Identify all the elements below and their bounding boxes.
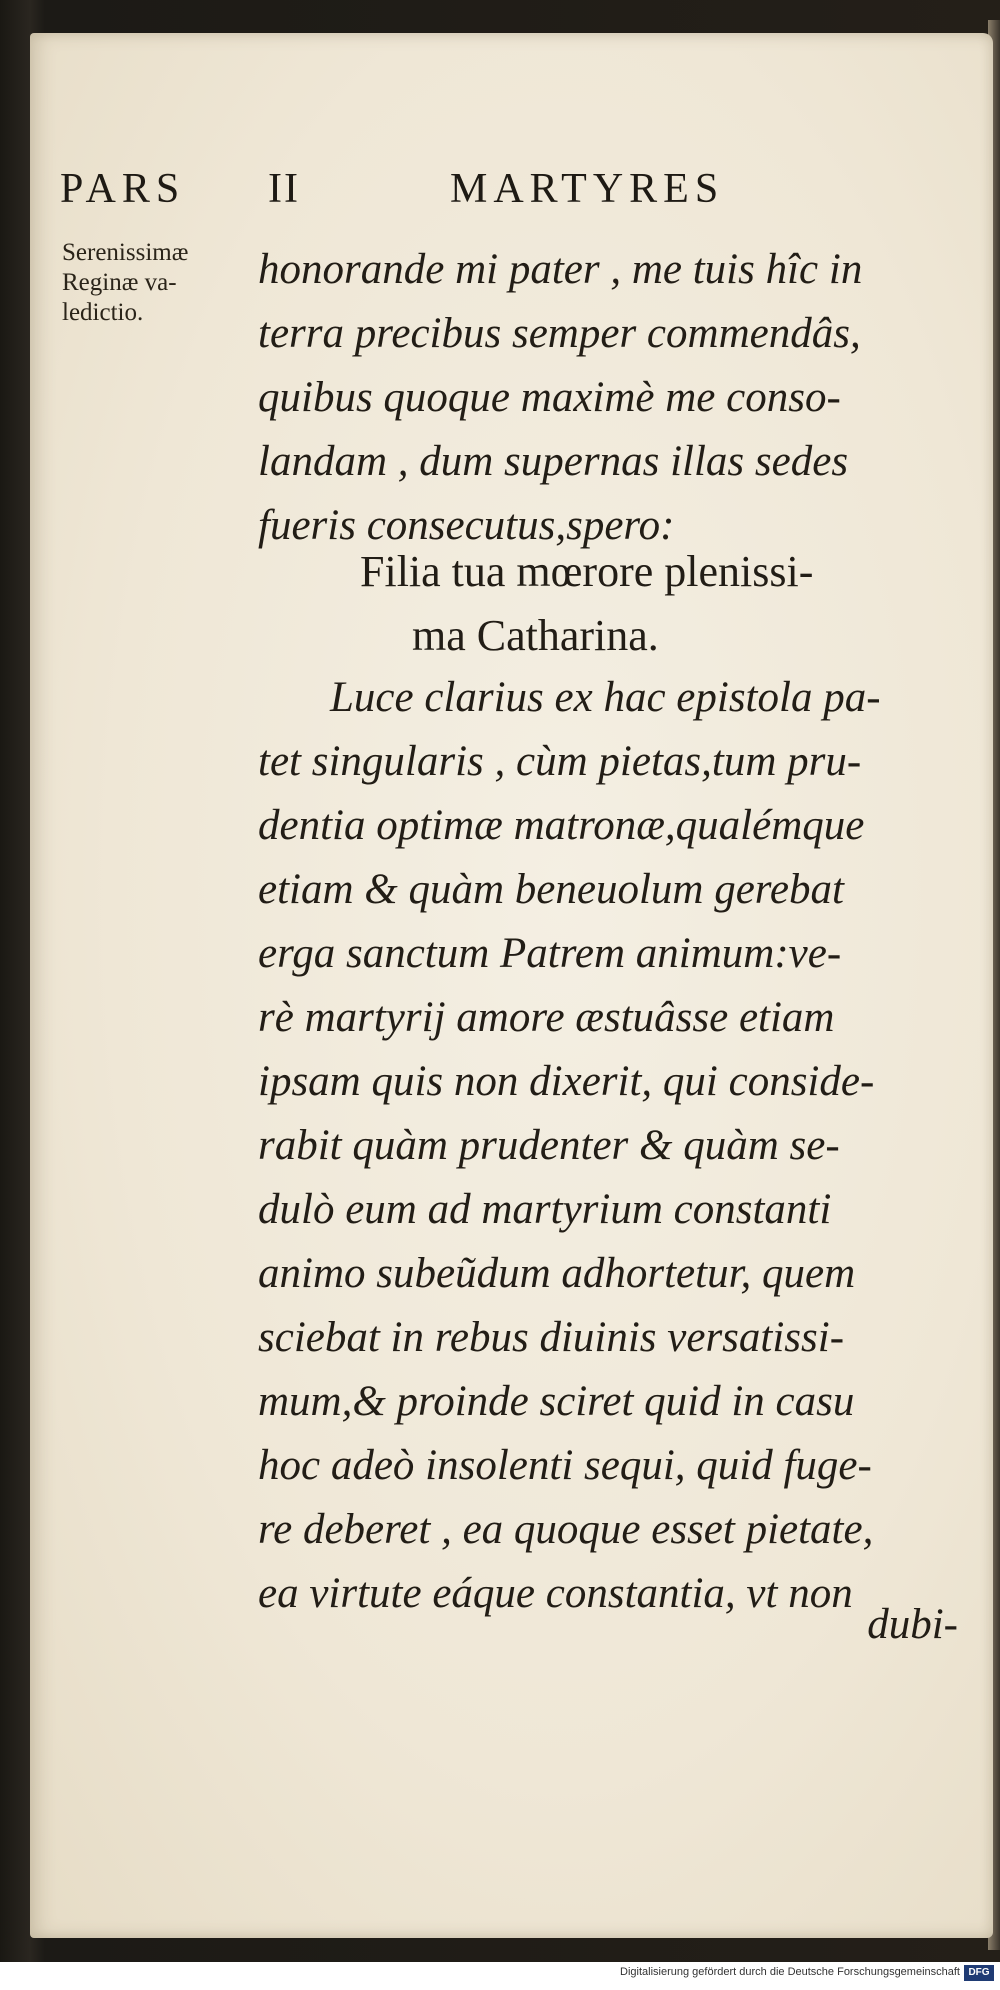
text-line: ea virtute eáque constantia, vt non [258, 1570, 853, 1617]
text-line: Luce clarius ex hac epistola pa- [330, 674, 881, 721]
text-line: fueris consecutus,spero: [258, 502, 675, 549]
text-line: landam , dum supernas illas sedes [258, 438, 849, 485]
text-line: tet singularis , cùm pietas,tum pru- [258, 738, 862, 785]
text-line: erga sanctum Patrem animum:ve- [258, 930, 842, 977]
text-line: dulò eum ad martyrium constanti [258, 1186, 832, 1233]
text-line: honorande mi pater , me tuis hîc in [258, 246, 863, 293]
text-block-1 [258, 238, 968, 558]
text-block-2 [258, 666, 968, 1626]
text-line: quibus quoque maximè me conso- [258, 374, 841, 421]
text-line: ipsam quis non dixerit, qui conside- [258, 1058, 875, 1105]
text-line: re deberet , ea quoque esset pietate, [258, 1506, 874, 1553]
digitization-credit: Digitalisierung gefördert durch die Deutsche Forschungsgemeinschaft [620, 1966, 960, 1978]
text-line: dentia optimæ matronæ,qualémque [258, 802, 865, 849]
text-line: rabit quàm prudenter & quàm se- [258, 1122, 840, 1169]
running-head-title: MARTYRES [450, 166, 725, 212]
text-line: sciebat in rebus diuinis versatissi- [258, 1314, 845, 1361]
margin-note [62, 238, 262, 328]
dfg-logo: DFG [964, 1965, 994, 1981]
margin-note-line: Serenissimæ [62, 239, 189, 266]
margin-note-line: Reginæ va- [62, 269, 177, 296]
text-line: etiam & quàm beneuolum gerebat [258, 866, 844, 913]
signature-line: Filia tua mœrore plenissi- [360, 547, 814, 596]
text-line: terra precibus semper commendâs, [258, 310, 861, 357]
text-line: mum,& proinde sciret quid in casu [258, 1378, 855, 1425]
catchword: dubi- [867, 1601, 958, 1648]
text-line: hoc adeò insolenti sequi, quid fuge- [258, 1442, 872, 1489]
running-head-number: II [268, 166, 300, 212]
signature-line: ma Catharina. [412, 611, 659, 660]
letter-signature [360, 540, 960, 668]
running-head-pars: PARS [60, 166, 186, 212]
margin-note-line: ledictio. [62, 299, 144, 326]
text-line: animo subeũdum adhortetur, quem [258, 1250, 856, 1297]
text-line: rè martyrij amore æstuâsse etiam [258, 994, 835, 1041]
